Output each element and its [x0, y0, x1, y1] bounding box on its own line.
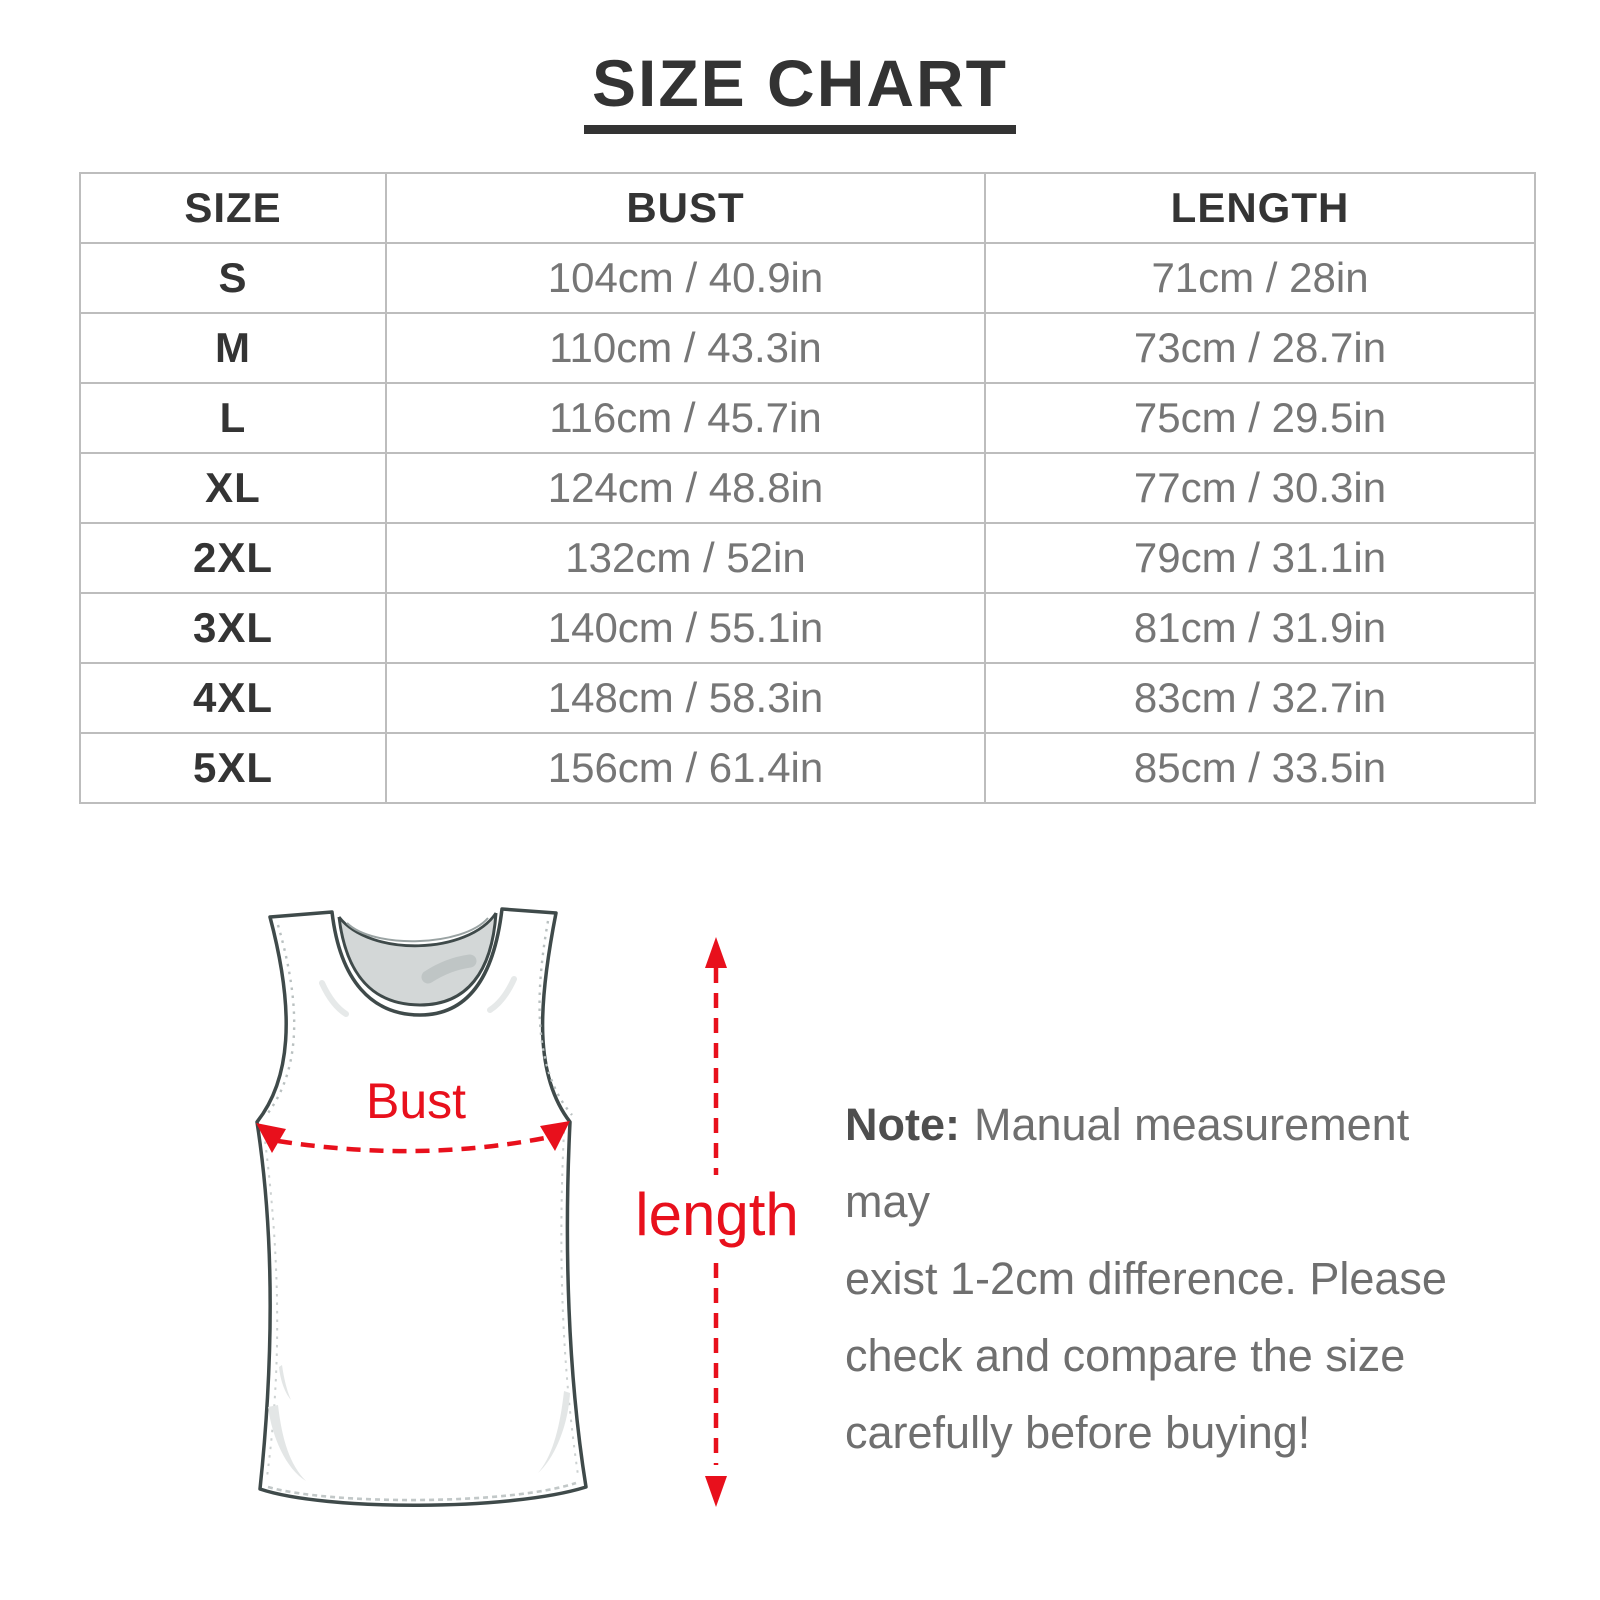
length-cell: 81cm / 31.9in: [985, 593, 1535, 663]
length-cell: 77cm / 30.3in: [985, 453, 1535, 523]
table-header-row: [80, 173, 1535, 243]
table-row: [80, 453, 1535, 523]
bust-cell: 140cm / 55.1in: [386, 593, 985, 663]
bust-cell: 156cm / 61.4in: [386, 733, 985, 803]
tank-top-diagram: [220, 865, 820, 1525]
size-cell: S: [80, 243, 386, 313]
bust-cell: 104cm / 40.9in: [386, 243, 985, 313]
length-cell: 83cm / 32.7in: [985, 663, 1535, 733]
bust-cell: 110cm / 43.3in: [386, 313, 985, 383]
bust-cell: 132cm / 52in: [386, 523, 985, 593]
length-cell: 71cm / 28in: [985, 243, 1535, 313]
note-label: Note:: [845, 1099, 960, 1150]
note-line-text: Manual measurement may: [845, 1099, 1410, 1227]
bust-cell: 148cm / 58.3in: [386, 663, 985, 733]
length-cell: 79cm / 31.1in: [985, 523, 1535, 593]
note-line: [845, 1086, 1495, 1240]
note-line: exist 1-2cm difference. Please: [845, 1253, 1447, 1304]
size-cell: 2XL: [80, 523, 386, 593]
length-arrowhead-top: [705, 937, 727, 968]
length-cell: 73cm / 28.7in: [985, 313, 1535, 383]
note-text: [845, 1086, 1495, 1471]
size-cell: XL: [80, 453, 386, 523]
bust-cell: 124cm / 48.8in: [386, 453, 985, 523]
length-arrowhead-bottom: [705, 1476, 727, 1507]
page-title: SIZE CHART: [584, 50, 1016, 134]
size-cell: 5XL: [80, 733, 386, 803]
table-row: [80, 523, 1535, 593]
size-cell: 4XL: [80, 663, 386, 733]
length-cell: 85cm / 33.5in: [985, 733, 1535, 803]
table-row: [80, 593, 1535, 663]
size-cell: M: [80, 313, 386, 383]
length-label: length: [635, 1181, 799, 1248]
table-row: [80, 383, 1535, 453]
page-header: [0, 46, 1600, 134]
table-row: [80, 733, 1535, 803]
bust-cell: 116cm / 45.7in: [386, 383, 985, 453]
column-header-bust: BUST: [386, 173, 985, 243]
size-cell: 3XL: [80, 593, 386, 663]
bust-label: Bust: [365, 1073, 467, 1129]
table-row: [80, 663, 1535, 733]
note-line: carefully before buying!: [845, 1407, 1311, 1458]
size-table: [79, 172, 1536, 804]
column-header-size: SIZE: [80, 173, 386, 243]
size-cell: L: [80, 383, 386, 453]
length-cell: 75cm / 29.5in: [985, 383, 1535, 453]
table-row: [80, 313, 1535, 383]
column-header-length: LENGTH: [985, 173, 1535, 243]
note-line: check and compare the size: [845, 1330, 1406, 1381]
table-row: [80, 243, 1535, 313]
